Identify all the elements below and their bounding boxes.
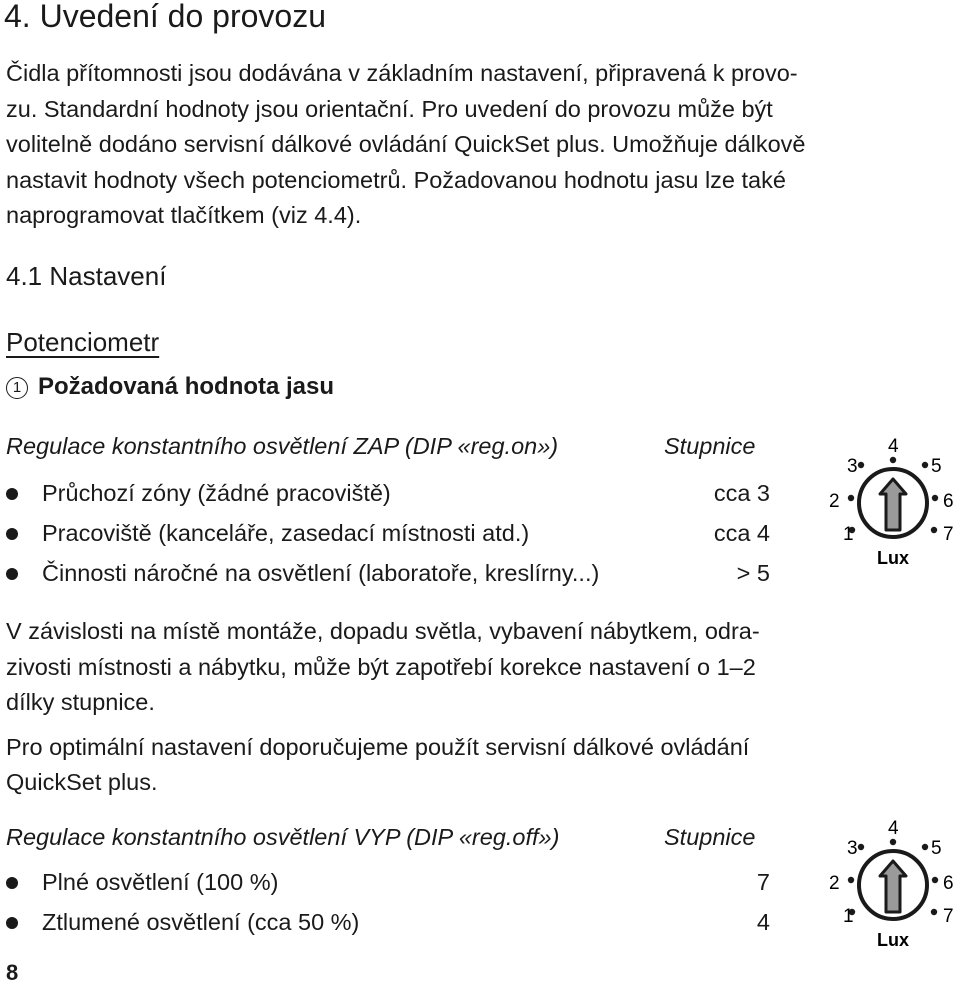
bullet-icon: [6, 528, 18, 540]
dial-label: 6: [943, 491, 954, 512]
reg-on-scale-label: Stupnice: [664, 433, 756, 459]
recommend-line-1: Pro optimální nastavení doporučujeme použít servisní dálkové ovládání: [6, 734, 750, 760]
reg-off-scale-label: Stupnice: [664, 824, 756, 850]
bullet-icon: [6, 917, 18, 929]
intro-line-1: Čidla přítomnosti jsou dodávána v základním nastavení, připravená k provo-: [6, 60, 798, 86]
dial-label: 7: [943, 906, 954, 927]
list-item-value: cca 4: [713, 520, 770, 546]
list-item: [6, 520, 529, 547]
list-item-value: cca 3: [713, 480, 770, 506]
setting-number-badge: 1: [6, 377, 28, 399]
note-line-3: dílky stupnice.: [6, 689, 155, 715]
setting-title: Požadovaná hodnota jasu: [38, 373, 335, 400]
dial-unit: Lux: [877, 548, 910, 568]
dial-label: 3: [847, 456, 858, 477]
recommend-line-2: QuickSet plus.: [6, 769, 158, 795]
list-item-value: 4: [756, 909, 770, 935]
dial-label: 5: [931, 838, 942, 859]
dial-label: 4: [888, 818, 899, 839]
bullet-icon: [6, 568, 18, 580]
list-item-label: Ztlumené osvětlení (cca 50 %): [42, 909, 360, 935]
potentiometer-dial: [805, 428, 960, 578]
dial-label: 3: [847, 838, 858, 859]
intro-line-3: volitelně dodáno servisní dálkové ovládání QuickSet plus. Umožňuje dálkově: [6, 131, 806, 157]
list-item: [6, 480, 391, 507]
reg-on-heading: Regulace konstantního osvětlení ZAP (DIP «reg.on»): [6, 433, 559, 459]
dial-label: 4: [888, 436, 899, 457]
list-item-value: 7: [756, 869, 770, 895]
note-line-1: V závislosti na místě montáže, dopadu světla, vybavení nábytkem, odra-: [6, 618, 760, 644]
dial-label: 1: [843, 906, 854, 927]
dial-label: 2: [829, 873, 840, 894]
dial-label: 7: [943, 524, 954, 545]
list-item-value: > 5: [736, 560, 770, 586]
list-item-label: Činnosti náročné na osvětlení (laboratoře, kreslírny...): [42, 560, 600, 586]
potentiometer-heading: Potenciometr: [6, 327, 160, 357]
potentiometer-dial: [805, 810, 960, 960]
list-item-label: Pracoviště (kanceláře, zasedací místnosti atd.): [42, 520, 530, 546]
list-item-label: Plné osvětlení (100 %): [42, 869, 279, 895]
dial-label: 5: [931, 456, 942, 477]
page-number: 8: [6, 960, 19, 985]
list-item: [6, 909, 359, 936]
note-line-2: zivosti místnosti a nábytku, může být zapotřebí korekce nastavení o 1–2: [6, 654, 756, 680]
dial-unit: Lux: [877, 930, 910, 950]
intro-line-5: naprogramovat tlačítkem (viz 4.4).: [6, 202, 362, 228]
dial-label: 1: [843, 524, 854, 545]
list-item-label: Průchozí zóny (žádné pracoviště): [42, 480, 391, 506]
reg-off-heading: Regulace konstantního osvětlení VYP (DIP «reg.off»): [6, 824, 560, 850]
list-item: [6, 869, 278, 896]
setting-title-row: [6, 373, 334, 401]
dial-label: 6: [943, 873, 954, 894]
list-item: [6, 560, 599, 587]
dial-label: 2: [829, 491, 840, 512]
bullet-icon: [6, 488, 18, 500]
intro-line-2: zu. Standardní hodnoty jsou orientační. Pro uvedení do provozu může být: [6, 96, 773, 122]
bullet-icon: [6, 877, 18, 889]
section-title: 4. Uvedení do provozu: [4, 0, 326, 34]
intro-line-4: nastavit hodnoty všech potenciometrů. Požadovanou hodnotu jasu lze také: [6, 167, 786, 193]
subsection-title: 4.1 Nastavení: [6, 261, 167, 291]
